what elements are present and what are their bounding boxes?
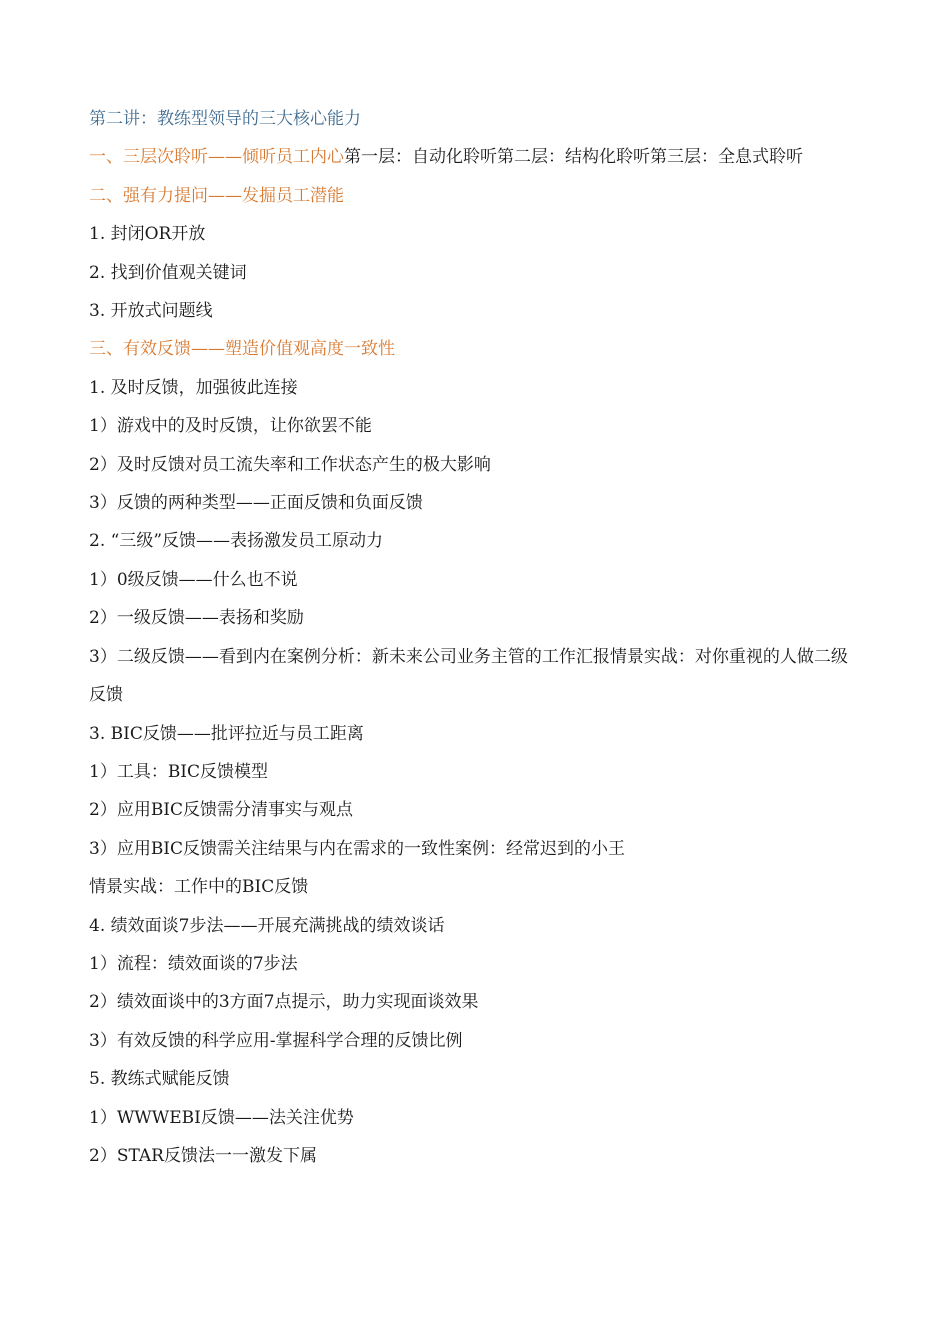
list-item: 2）绩效面谈中的3方面7点提示，助力实现面谈效果 xyxy=(89,992,479,1013)
section-1-text: 第一层：自动化聆听第二层：结构化聆听第三层：全息式聆听 xyxy=(344,147,803,168)
list-item: 1）工具：BIC反馈模型 xyxy=(89,761,269,782)
list-item: 2）及时反馈对员工流失率和工作状态产生的极大影响 xyxy=(89,454,491,475)
list-item: 情景实战：工作中的BIC反馈 xyxy=(89,877,309,898)
list-item: 3. 开放式问题线 xyxy=(89,301,213,322)
list-item: 2. 找到价值观关键词 xyxy=(89,262,247,283)
list-item: 5. 教练式赋能反馈 xyxy=(89,1069,230,1090)
list-item: 1）WWWEBI反馈——法关注优势 xyxy=(89,1107,354,1128)
lecture-title: 第二讲：教练型领导的三大核心能力 xyxy=(89,109,361,129)
list-item: 3）应用BIC反馈需关注结果与内在需求的一致性案例：经常迟到的小王 xyxy=(89,838,626,859)
list-item: 2）应用BIC反馈需分清事实与观点 xyxy=(89,800,354,821)
document-page xyxy=(89,100,864,1175)
list-item: 3）反馈的两种类型——正面反馈和负面反馈 xyxy=(89,493,423,514)
section-1-heading: 一、三层次聆听——倾听员工内心 xyxy=(89,147,344,168)
list-item: 1）游戏中的及时反馈，让你欲罢不能 xyxy=(89,416,372,437)
list-item: 1）0级反馈——什么也不说 xyxy=(89,569,298,590)
section-3-heading: 三、有效反馈——塑造价值观高度一致性 xyxy=(89,339,395,360)
section-1 xyxy=(89,138,864,176)
section-2-heading: 二、强有力提问——发掘员工潜能 xyxy=(89,185,344,206)
list-item: 3）二级反馈——看到内在案例分析：新未来公司业务主管的工作汇报情景实战：对你重视的人做二级反馈 xyxy=(89,646,848,706)
list-item: 2）STAR反馈法一一激发下属 xyxy=(89,1145,317,1166)
list-item: 3）有效反馈的科学应用-掌握科学合理的反馈比例 xyxy=(89,1030,463,1051)
list-item: 4. 绩效面谈7步法——开展充满挑战的绩效谈话 xyxy=(89,915,445,936)
list-item: 1. 及时反馈，加强彼此连接 xyxy=(89,377,298,398)
list-item: 3. BIC反馈——批评拉近与员工距离 xyxy=(89,723,364,744)
list-item: 1. 封闭OR开放 xyxy=(89,224,206,245)
list-item: 2）一级反馈——表扬和奖励 xyxy=(89,608,304,629)
list-item: 1）流程：绩效面谈的7步法 xyxy=(89,953,298,974)
list-item: 2. “三级”反馈——表扬激发员工原动力 xyxy=(89,531,384,552)
